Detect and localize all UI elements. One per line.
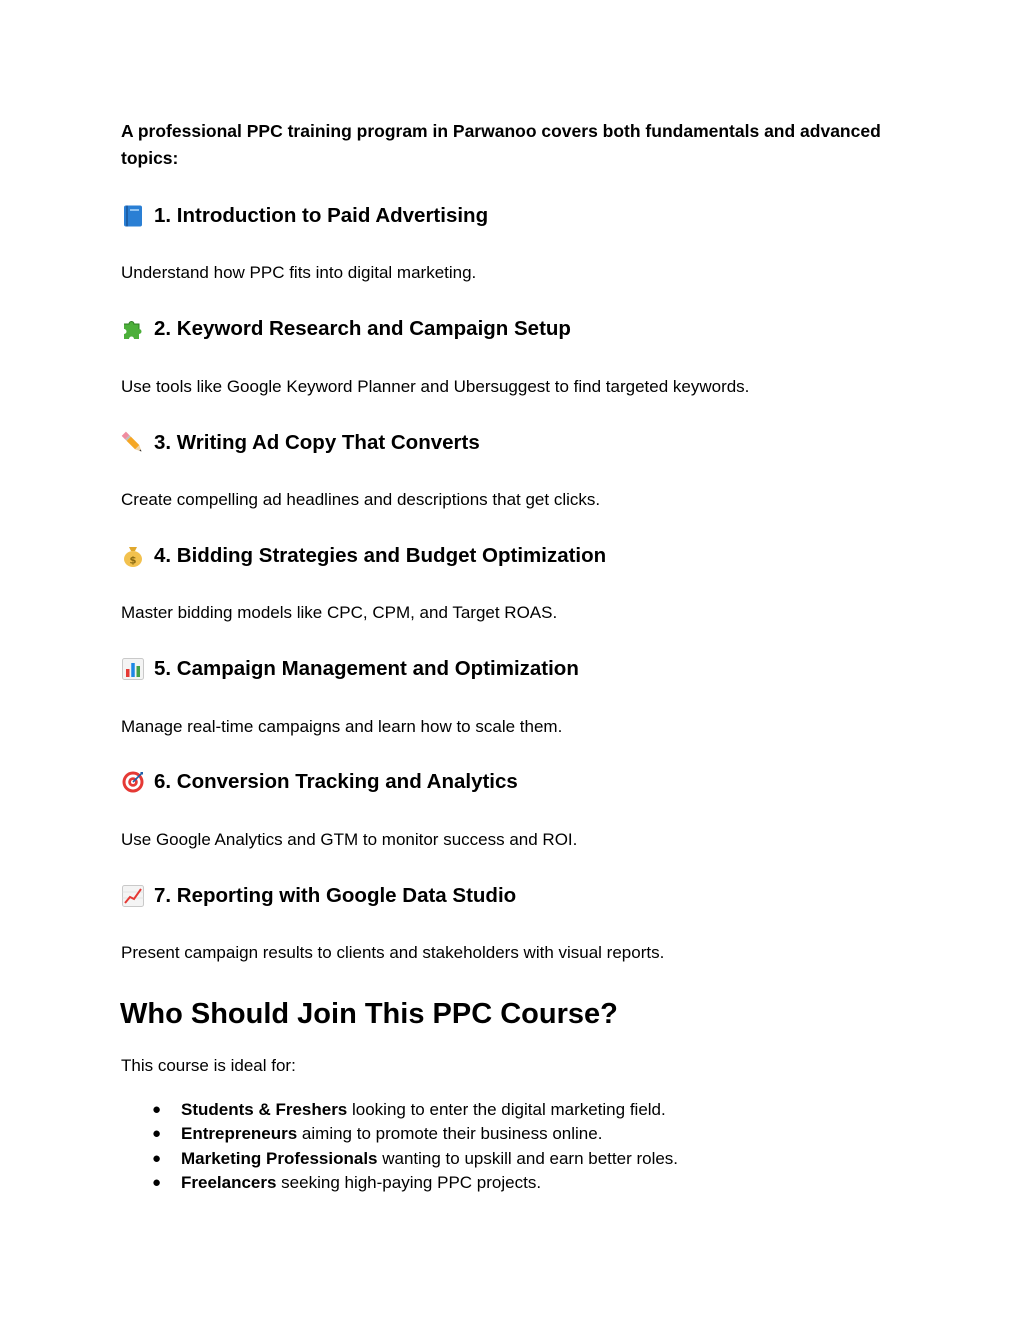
puzzle-icon [121, 317, 145, 341]
section-text-5: Manage real-time campaigns and learn how to scale them. [121, 717, 563, 736]
audience-text: aiming to promote their business online. [297, 1124, 603, 1144]
audience-bold: Marketing Professionals [181, 1148, 378, 1168]
section-heading-text: 5. Campaign Management and Optimization [154, 657, 579, 680]
audience-text: seeking high-paying PPC projects. [276, 1172, 542, 1192]
section-heading-text: 3. Writing Ad Copy That Converts [154, 431, 480, 454]
section-heading-6 [121, 768, 518, 796]
section-heading-4 [121, 542, 606, 570]
list-item [150, 1171, 678, 1195]
audience-bold: Freelancers [181, 1172, 277, 1192]
section-heading-7 [121, 882, 516, 910]
section-heading-text: 6. Conversion Tracking and Analytics [154, 770, 518, 793]
bullet-icon: ● [152, 1101, 162, 1118]
bullet-icon: ● [152, 1125, 162, 1143]
bullet-icon: ● [152, 1149, 162, 1167]
list-item [150, 1122, 678, 1146]
target-icon [121, 770, 145, 794]
bar-chart-icon [121, 657, 145, 681]
list-item [150, 1147, 678, 1171]
section-text-2: Use tools like Google Keyword Planner and Ubersuggest to find targeted keywords. [121, 377, 750, 396]
audience-text: looking to enter the digital marketing field. [347, 1100, 666, 1119]
section-heading-text: 1. Introduction to Paid Advertising [154, 204, 489, 227]
section-heading-2 [121, 315, 571, 343]
list-item [150, 1098, 678, 1122]
section-text-1: Understand how PPC fits into digital marketing. [121, 263, 477, 282]
audience-bold: Students & Freshers [181, 1100, 348, 1119]
audience-list [150, 1098, 678, 1195]
section-heading-text: 7. Reporting with Google Data Studio [154, 884, 517, 907]
section-heading-1 [121, 202, 488, 230]
section-text-6: Use Google Analytics and GTM to monitor success and ROI. [121, 830, 578, 849]
who-intro-text: This course is ideal for: [121, 1056, 296, 1075]
svg-text:$: $ [129, 555, 137, 567]
section-text-4: Master bidding models like CPC, CPM, and Target ROAS. [121, 603, 558, 622]
intro-paragraph: A professional PPC training program in Parwanoo covers both fundamentals and advanced topics: [121, 121, 881, 168]
audience-text: wanting to upskill and earn better roles. [377, 1148, 679, 1168]
section-heading-text: 2. Keyword Research and Campaign Setup [154, 317, 571, 340]
section-heading-5 [121, 655, 579, 683]
trend-up-chart-icon [121, 884, 145, 908]
money-bag-icon [121, 544, 145, 568]
section-heading-text: 4. Bidding Strategies and Budget Optimization [154, 544, 607, 567]
section-heading-3 [121, 429, 480, 457]
audience-bold: Entrepreneurs [181, 1124, 298, 1144]
pencil-icon [121, 431, 145, 455]
section-text-3: Create compelling ad headlines and descriptions that get clicks. [121, 490, 601, 509]
book-icon [121, 204, 145, 228]
bullet-icon: ● [152, 1173, 162, 1191]
section-text-7: Present campaign results to clients and stakeholders with visual reports. [121, 943, 665, 962]
who-should-join-heading: Who Should Join This PPC Course? [120, 998, 618, 1030]
